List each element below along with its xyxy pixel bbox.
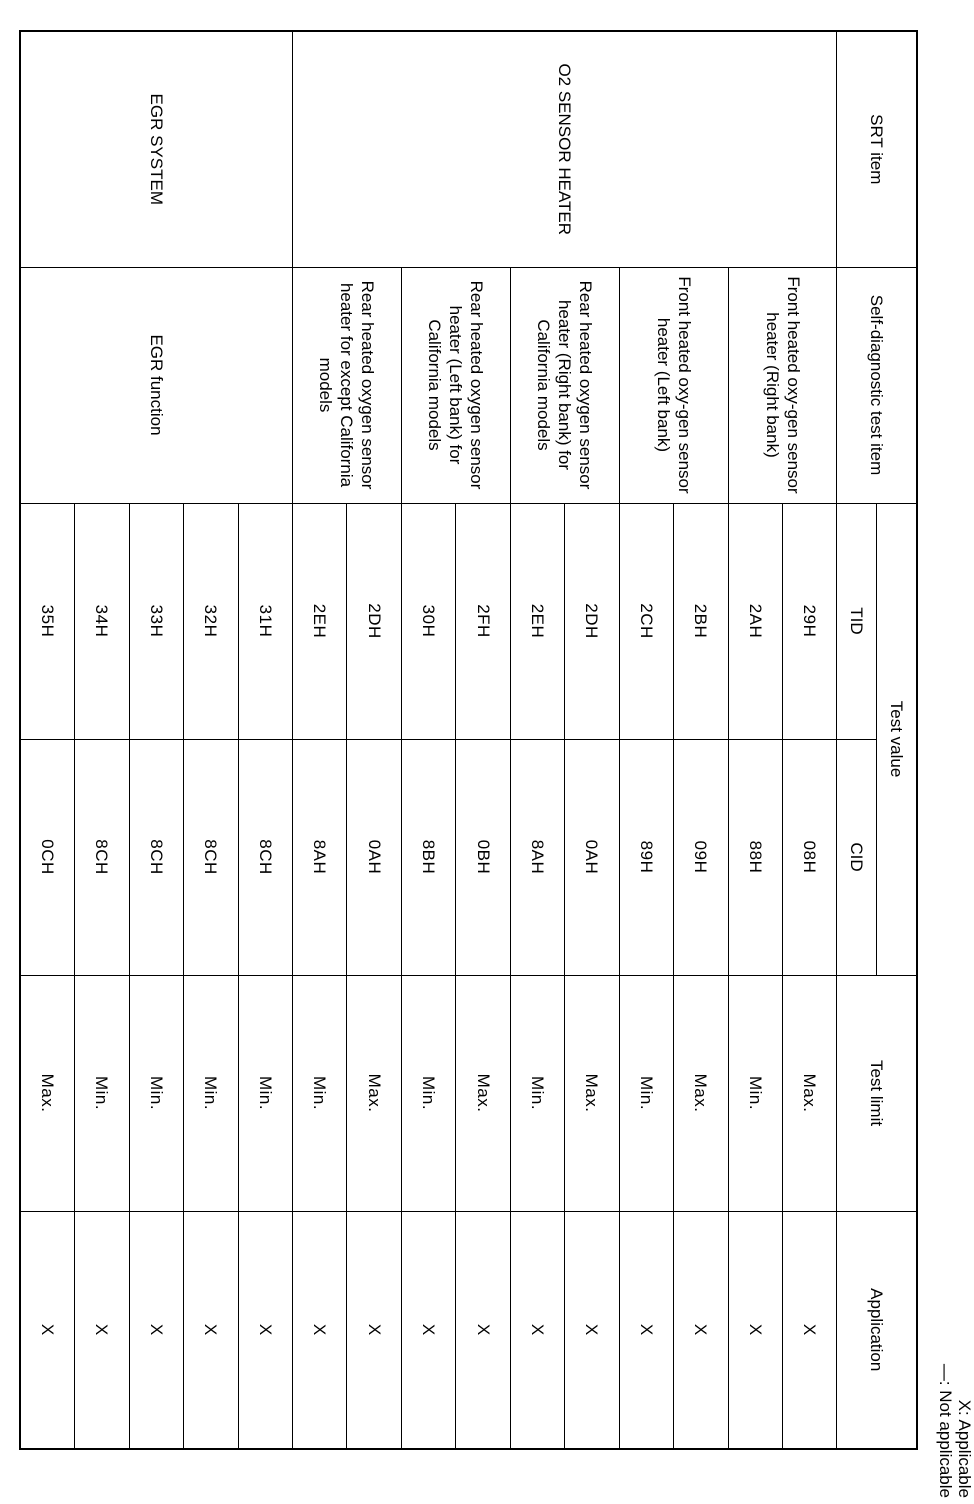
tid-cell: 29H [783,503,837,739]
application-cell: X [401,1211,455,1449]
application-cell: X [238,1211,292,1449]
cid-cell: 8CH [75,739,129,975]
test-limit-cell: Min. [619,975,673,1211]
header-tid: TID [837,503,877,739]
tid-cell: 34H [75,503,129,739]
test-limit-cell: Min. [129,975,183,1211]
cid-cell: 8AH [510,739,564,975]
cid-cell: 0CH [20,739,75,975]
cid-cell: 0BH [456,739,510,975]
application-cell: X [565,1211,619,1449]
test-limit-cell: Max. [783,975,837,1211]
application-cell: X [75,1211,129,1449]
test-limit-cell: Max. [674,975,728,1211]
tid-cell: 33H [129,503,183,739]
header-row-1 [877,31,917,1449]
application-cell: X [728,1211,782,1449]
test-limit-cell: Min. [728,975,782,1211]
tid-cell: 2EH [510,503,564,739]
tid-cell: 32H [184,503,238,739]
test-item-cell: Front heated oxy-gen sensor heater (Right bank) [728,267,837,503]
header-cid: CID [837,739,877,975]
application-cell: X [783,1211,837,1449]
tid-cell: 2FH [456,503,510,739]
legend-applicable: X: Applicable [955,1399,974,1498]
application-cell: X [20,1211,75,1449]
test-item-cell: Rear heated oxygen sensor heater for except California models [292,267,401,503]
cid-cell: 89H [619,739,673,975]
cid-cell: 8BH [401,739,455,975]
cid-cell: 8CH [184,739,238,975]
tid-cell: 2EH [292,503,346,739]
legend-not-applicable: —: Not applicable [936,1363,955,1498]
tid-cell: 2AH [728,503,782,739]
tid-cell: 31H [238,503,292,739]
application-cell: X [674,1211,728,1449]
header-test-value: Test value [877,503,917,975]
srt-item-cell: O2 SENSOR HEATER [292,31,837,267]
cid-cell: 08H [783,739,837,975]
cid-cell: 8AH [292,739,346,975]
test-item-cell: Front heated oxy-gen sensor heater (Left bank) [619,267,728,503]
test-item-cell: EGR function [20,267,292,503]
test-limit-cell: Max. [347,975,401,1211]
test-limit-cell: Min. [238,975,292,1211]
header-application: Application [837,1211,917,1449]
application-cell: X [510,1211,564,1449]
application-cell: X [619,1211,673,1449]
application-cell: X [292,1211,346,1449]
application-cell: X [184,1211,238,1449]
tid-cell: 35H [20,503,75,739]
test-limit-cell: Min. [75,975,129,1211]
cid-cell: 88H [728,739,782,975]
table-row [238,31,292,1449]
table-body [20,31,837,1449]
srt-item-cell: EGR SYSTEM [20,31,292,267]
tid-cell: 2DH [565,503,619,739]
tid-cell: 2DH [347,503,401,739]
header-srt-item: SRT item [837,31,917,267]
test-limit-cell: Max. [565,975,619,1211]
test-item-cell: Rear heated oxygen sensor heater (Left bank) for California models [401,267,510,503]
table-row [783,31,837,1449]
test-limit-cell: Min. [292,975,346,1211]
tid-cell: 30H [401,503,455,739]
cid-cell: 0AH [565,739,619,975]
test-limit-cell: Min. [401,975,455,1211]
legend [936,1318,974,1498]
cid-cell: 8CH [129,739,183,975]
application-cell: X [129,1211,183,1449]
cid-cell: 0AH [347,739,401,975]
application-cell: X [456,1211,510,1449]
test-limit-cell: Max. [456,975,510,1211]
header-test-limit: Test limit [837,975,917,1211]
application-cell: X [347,1211,401,1449]
cid-cell: 09H [674,739,728,975]
test-item-cell: Rear heated oxygen sensor heater (Right bank) for California models [510,267,619,503]
cid-cell: 8CH [238,739,292,975]
tid-cell: 2CH [619,503,673,739]
test-limit-cell: Min. [510,975,564,1211]
srt-table [19,30,918,1450]
test-limit-cell: Max. [20,975,75,1211]
header-self-diagnostic-test-item: Self-diagnostic test item [837,267,917,503]
test-limit-cell: Min. [184,975,238,1211]
tid-cell: 2BH [674,503,728,739]
